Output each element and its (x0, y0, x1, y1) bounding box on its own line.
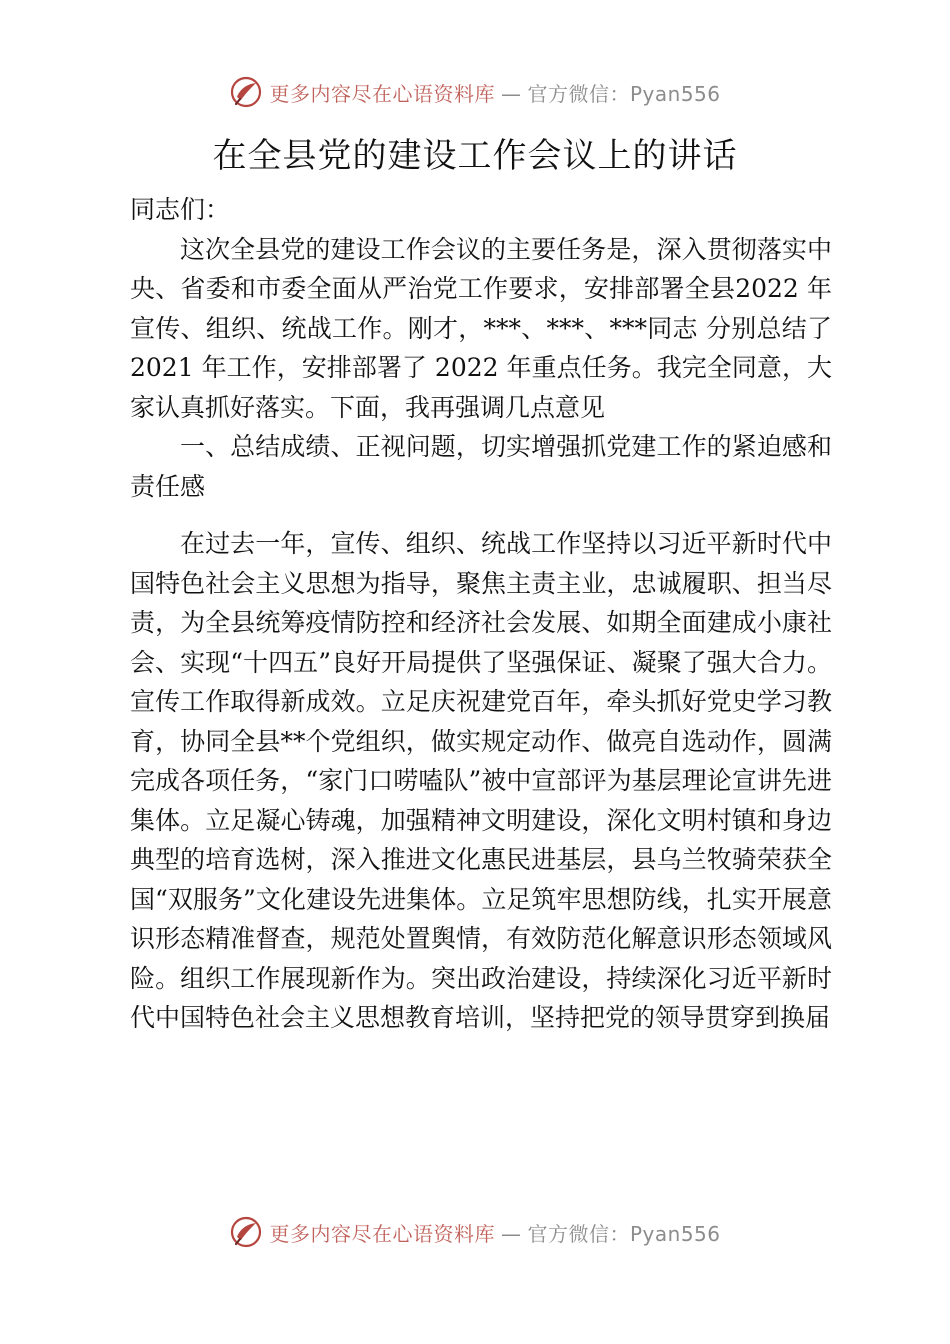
document-body (130, 190, 832, 1038)
paragraph-body: 在过去一年，宣传、组织、统战工作坚持以习近平新时代中国特色社会主义思想为指导，聚焦主责主业，忠诚履职、担当尽责，为全县统筹疫情防控和经济社会发展、如期全面建成小康社会、实现“十四五”良好开局提供了坚强保证、凝聚了强大合力。宣传工作取得新成效。立足庆祝建党百年，牵头抓好党史学习教育，协同全县**个党组织，做实规定动作、做亮自选动作，圆满完成各项任务，“家门口唠嗑队”被中宣部评为基层理论宣讲先进集体。立足凝心铸魂，加强精神文明建设，深化文明村镇和身边典型的培育选树，深入推进文化惠民进基层，县乌兰牧骑荣获全国“双服务”文化建设先进集体。立足筑牢思想防线，扎实开展意识形态精准督查，规范处置舆情，有效防范化解意识形态领域风险。组织工作展现新作为。突出政治建设，持续深化习近平新时代中国特色社会主义思想教育培训，坚持把党的领导贯穿到换届 (130, 529, 832, 1032)
watermark-text: 更多内容尽在心语资料库 (269, 81, 495, 106)
paragraph-intro: 这次全县党的建设工作会议的主要任务是，深入贯彻落实中央、省委和市委全面从严治党工作要求，安排部署全县2022 年宣传、组织、统战工作。刚才，***、***、***同志 分别总结了 2021 年工作，安排部署了 2022 年重点任务。我完全同意，大家认真抓好落实。下面，我再强调几点意见 (130, 234, 832, 422)
watermark-id: Pyan556 (629, 81, 721, 106)
watermark-id: Pyan556 (629, 1221, 721, 1246)
brush-logo-icon (229, 75, 263, 109)
watermark-separator: — (500, 81, 522, 106)
document-title: 在全县党的建设工作会议上的讲话 (212, 136, 738, 176)
watermark-text: 更多内容尽在心语资料库 (269, 1221, 495, 1246)
brush-logo-icon (229, 1215, 263, 1249)
header-watermark (0, 72, 950, 112)
section-heading: 一、总结成绩、正视问题，切实增强抓党建工作的紧迫感和责任感 (130, 432, 832, 501)
footer-watermark (0, 1212, 950, 1252)
watermark-label: 官方微信： (527, 1221, 630, 1246)
watermark-separator: — (500, 1221, 522, 1246)
greeting: 同志们： (130, 195, 231, 224)
watermark-label: 官方微信： (527, 81, 630, 106)
